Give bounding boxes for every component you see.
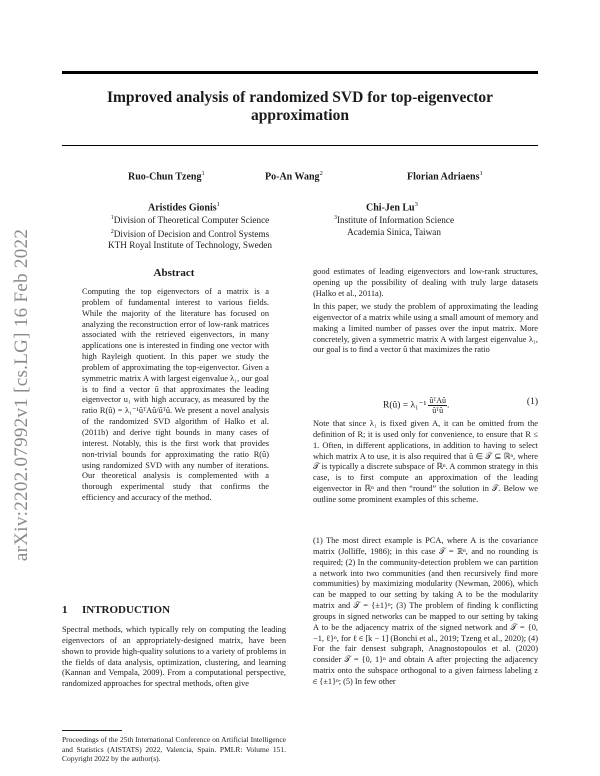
- affiliation-block-left: $^1$Division of Theoretical Computer Science $^2$Division of Decision and Control Systems KTH Royal Institute of Technology, Sweden: [108, 215, 272, 251]
- arxiv-sidebar-stamp: arXiv:2202.07992v1 [cs.LG] 16 Feb 2022: [11, 228, 32, 562]
- author-name: Aristides Gionis$^1$: [148, 201, 220, 214]
- intro-paragraph-left: Spectral methods, which typically rely on computing the leading eigenvectors of an appropriately-designed matrix, have been shown to provide high-quality solutions to a variety of problems in the fields of data analysis, optimization, clustering, and learning (Kannan and Vempala, 2009). From a computational perspective, randomized approaches for spectral methods, often give: [62, 625, 286, 689]
- abstract-heading: Abstract: [153, 267, 195, 279]
- author-name: Po-An Wang$^2$: [265, 170, 323, 183]
- title-rule: [62, 145, 538, 146]
- abstract-text: Computing the top eigenvectors of a matrix is a problem of fundamental interest to various fields. While the majority of the literature has focused on analyzing the reconstruction error of low-rank matrices associated with the retrieved eigenvectors, in many applications one is interested in finding one vector with high Rayleigh quotient. In this paper we study the problem of approximating the top-eigenvector. Given a symmetric matrix A with largest eigenvalue λ₁, our goal is to find a vector û that approximates the leading eigenvector u₁ with high accuracy, as measured by the ratio R(û) = λ₁⁻¹ûᵀAû/ûᵀû. We present a novel analysis of the randomized SVD algorithm of Halko et al. (2011b) and derive tight bounds in many cases of interest. Notably, this is the first work that provides non-trivial bounds for approximating the ratio R(û) using randomized SVD with any number of iterations. Our theoretical analysis is complemented with a thorough experimental study that confirms the efficiency and accuracy of the method.: [82, 287, 269, 503]
- footnote-proceedings: Proceedings of the 25th International Conference on Artificial Intelligence and Statistics (AISTATS) 2022, Valencia, Spain. PMLR: Volume 151. Copyright 2022 by the author(s).: [62, 735, 286, 763]
- intro-paragraph-examples: (1) The most direct example is PCA, where A is the covariance matrix (Jolliffe, 1986); in this case 𝒯 = ℝⁿ, and no rounding is required; (2) In the community-detection problem we can partition a network into two communities (and then recursively find more communities) by maximizing modularity (Newman, 2006), which can be mapped to our setting by taking A to be the modularity matrix and 𝒯 = {±1}ⁿ; (3) The problem of finding k conflicting groups in signed networks can be mapped to our setting by taking A to be the adjacency matrix of the signed network and 𝒯 = {0, −1, ℓ}ⁿ, for ℓ ∈ [k − 1] (Bonchi et al., 2019; Tzeng et al., 2020); (4) For the fair densest subgraph, Anagnostopoulos et al. (2020) consider 𝒯 = {0, 1}ⁿ and obtain A after projecting the adjacency matrix onto the subspace orthogonal to a given fairness labeling z ∈ {±1}ⁿ; (5) In few other: [313, 536, 538, 686]
- author-name: Florian Adriaens$^1$: [407, 170, 483, 183]
- intro-paragraph: good estimates of leading eigenvectors and low-rank structures, opening up the possibility of dealing with truly large datasets (Halko et al., 2011a).: [313, 267, 538, 298]
- equation-number: (1): [526, 397, 538, 407]
- author-name: Chi-Jen Lu$^3$: [366, 201, 418, 214]
- equation-ratio: R(û) = λ₁⁻¹ $\frac{\text{ûᵀAû}}{\text{ûᵀû}}$ . (1): [383, 396, 538, 415]
- intro-paragraph: In this paper, we study the problem of approximating the leading eigenvector of a matrix while using a small amount of memory and making a limited number of passes over the input matrix. More concretely, given a symmetric matrix A with largest eigenvalue λ₁, our goal is to find a vector û that maximizes the ratio: [313, 302, 538, 355]
- top-rule: [62, 71, 538, 74]
- intro-paragraph: Note that since λ₁ is fixed given A, it can be omitted from the definition of R; it is used only for convenience, to ensure that R ≤ 1. Often, in different applications, in addition to having to select which matrix A to use, it is also required that û ∈ 𝒯 ⊆ ℝⁿ, where 𝒯 is typically a discrete subspace of ℝⁿ. A common strategy in this case, is to first compute an approximation of the leading eigenvector in ℝⁿ and then “round” the solution in 𝒯. Below we outline some prominent examples of this scheme.: [313, 419, 538, 504]
- author-name: Ruo-Chun Tzeng$^1$: [128, 170, 205, 183]
- paper-title: Improved analysis of randomized SVD for top-eigenvector approximation: [106, 89, 494, 124]
- section-heading-introduction: 1 INTRODUCTION: [62, 604, 171, 616]
- footnote-rule: [62, 730, 122, 731]
- affiliation-block-right: $^3$Institute of Information Science Academia Sinica, Taiwan: [333, 215, 455, 237]
